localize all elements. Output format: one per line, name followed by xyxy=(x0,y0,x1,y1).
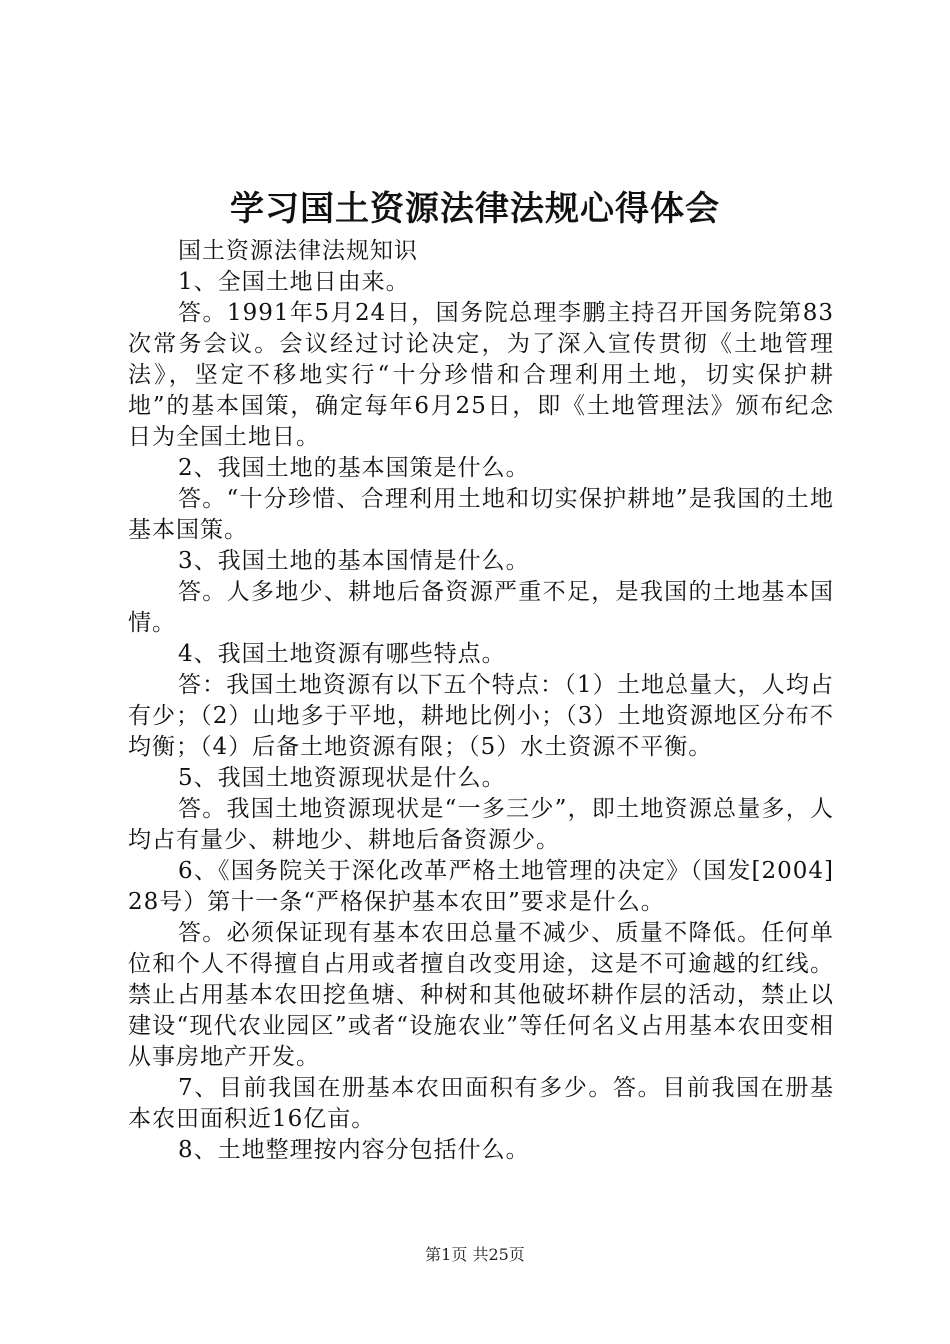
answer-2: 答。“十分珍惜、合理利用土地和切实保护耕地”是我国的土地基本国策。 xyxy=(128,486,834,543)
question-1: 1、全国土地日由来。 xyxy=(178,269,410,295)
question-8: 8、土地整理按内容分包括什么。 xyxy=(178,1137,530,1163)
question-3: 3、我国土地的基本国情是什么。 xyxy=(178,548,530,574)
document-title: 学习国土资源法律法规心得体会 xyxy=(230,189,720,229)
question-6: 6、《国务院关于深化改革严格土地管理的决定》（国发[2004]28号）第十一条“严格保护基本农田”要求是什么。 xyxy=(128,858,834,915)
answer-3: 答。人多地少、耕地后备资源严重不足，是我国的土地基本国情。 xyxy=(128,579,834,636)
question-2: 2、我国土地的基本国策是什么。 xyxy=(178,455,530,481)
question-5: 5、我国土地资源现状是什么。 xyxy=(178,765,506,791)
question-answer-7: 7、目前我国在册基本农田面积有多少。答。目前我国在册基本农田面积近16亿亩。 xyxy=(128,1075,834,1132)
page-footer: 第1页 共25页 xyxy=(425,1245,525,1264)
paragraph-intro: 国土资源法律法规知识 xyxy=(178,238,418,264)
answer-1: 答。1991年5月24日，国务院总理李鹏主持召开国务院第83次常务会议。会议经过讨论决定，为了深入宣传贯彻《土地管理法》，坚定不移地实行“十分珍惜和合理利用土地，切实保护耕地”的基本国策，确定每年6月25日，即《土地管理法》颁布纪念日为全国土地日。 xyxy=(128,300,834,450)
answer-5: 答。我国土地资源现状是“一多三少”，即土地资源总量多，人均占有量少、耕地少、耕地后备资源少。 xyxy=(128,796,834,853)
question-4: 4、我国土地资源有哪些特点。 xyxy=(178,641,506,667)
answer-4: 答：我国土地资源有以下五个特点：（1）土地总量大，人均占有少；（2）山地多于平地，耕地比例小；（3）土地资源地区分布不均衡；（4）后备土地资源有限；（5）水土资源不平衡。 xyxy=(128,672,834,760)
answer-6: 答。必须保证现有基本农田总量不减少、质量不降低。任何单位和个人不得擅自占用或者擅自改变用途，这是不可逾越的红线。禁止占用基本农田挖鱼塘、种树和其他破坏耕作层的活动，禁止以建设“现代农业园区”或者“设施农业”等任何名义占用基本农田变相从事房地产开发。 xyxy=(128,920,834,1070)
document-body xyxy=(128,236,834,1166)
